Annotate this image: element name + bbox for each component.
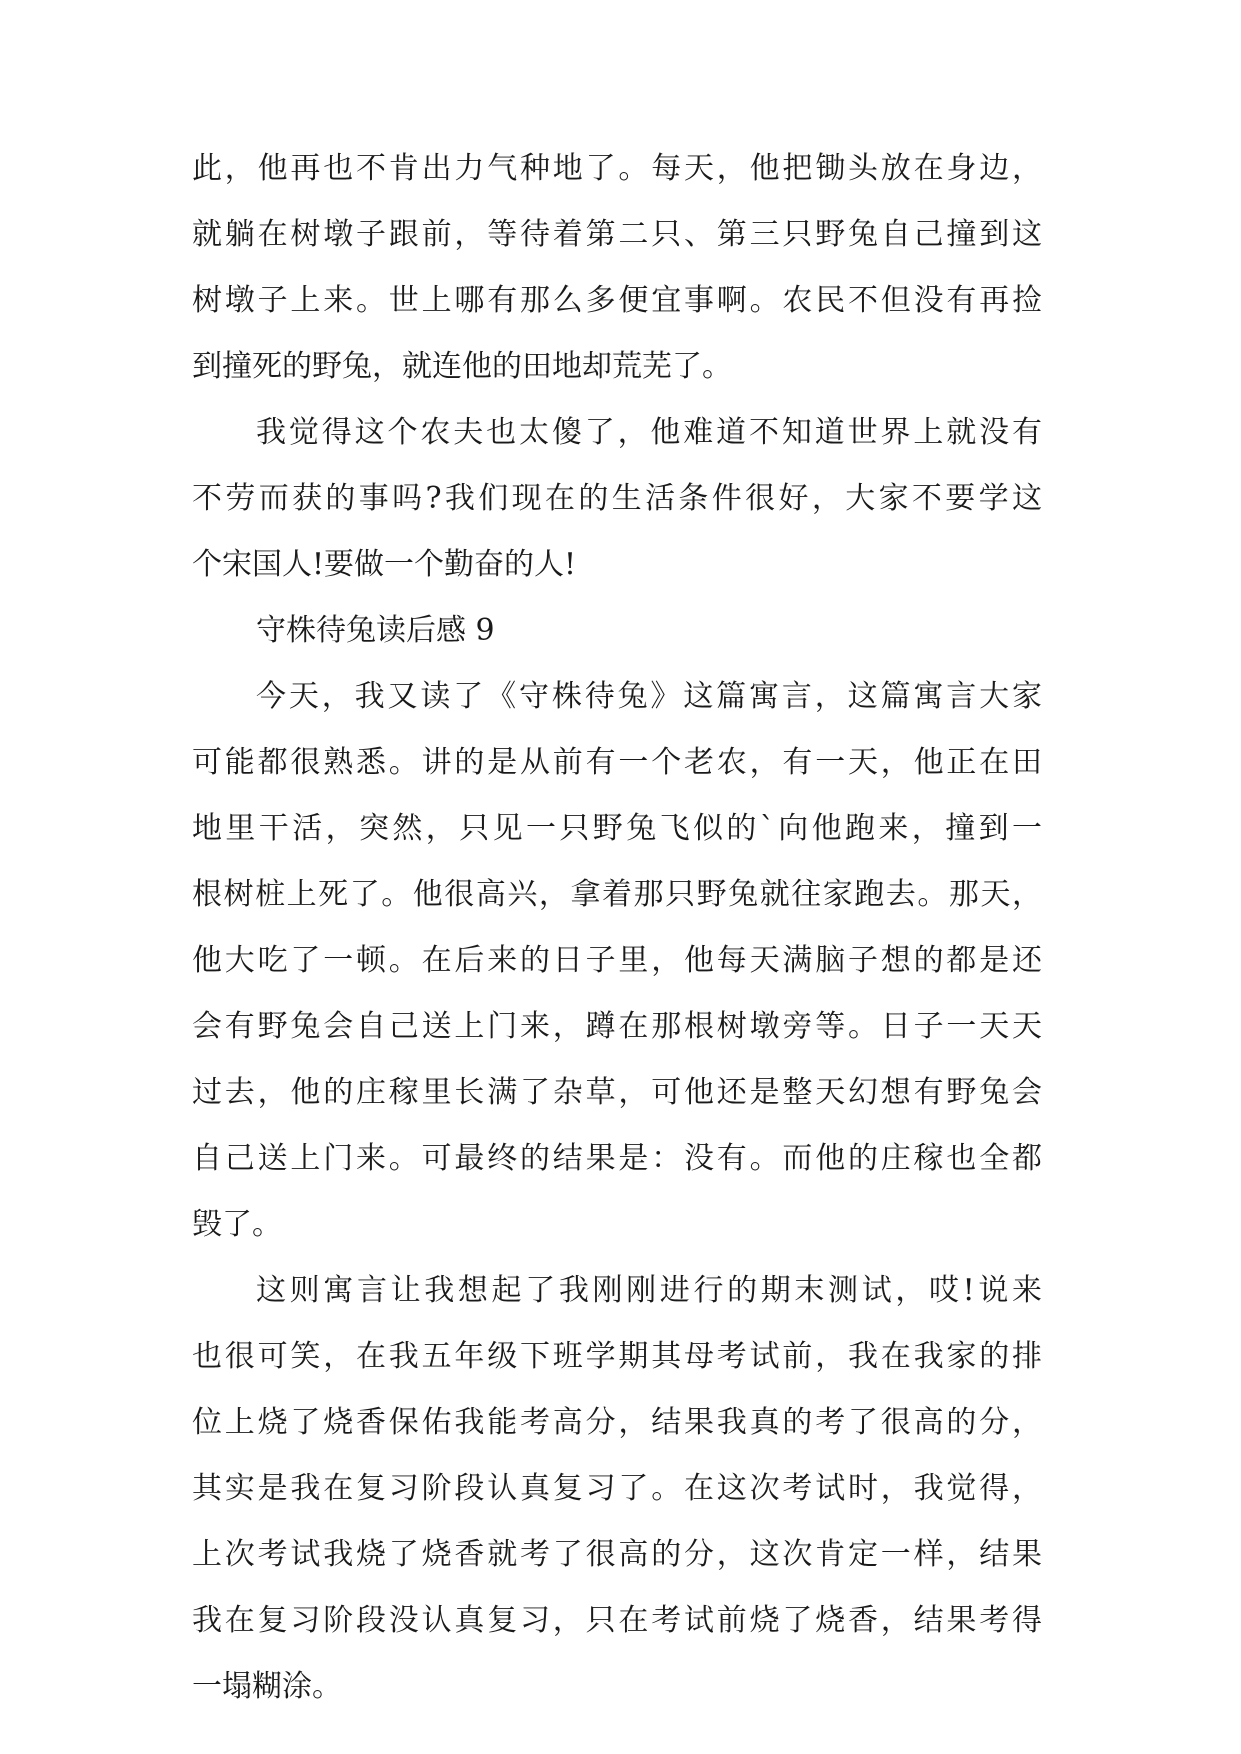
paragraph-1-line-3: 树墩子上来。世上哪有那么多便宜事啊。农民不但没有再捡 <box>192 283 1042 318</box>
paragraph-4-line-4: 其实是我在复习阶段认真复习了。在这次考试时，我觉得， <box>192 1471 1042 1506</box>
paragraph-4-line-2: 也很可笑，在我五年级下班学期其母考试前，我在我家的排 <box>192 1339 1042 1374</box>
paragraph-1-line-2: 就躺在树墩子跟前，等待着第二只、第三只野兔自己撞到这 <box>192 217 1042 252</box>
paragraph-2-line-3: 个宋国人!要做一个勤奋的人! <box>192 547 577 582</box>
paragraph-2-line-2: 不劳而获的事吗?我们现在的生活条件很好，大家不要学这 <box>192 481 1042 516</box>
paragraph-3-line-8: 自己送上门来。可最终的结果是：没有。而他的庄稼也全都 <box>192 1141 1042 1176</box>
paragraph-1-line-4: 到撞死的野兔，就连他的田地却荒芜了。 <box>192 349 732 384</box>
paragraph-3-line-4: 根树桩上死了。他很高兴，拿着那只野兔就往家跑去。那天， <box>192 877 1042 912</box>
paragraph-4-line-1: 这则寓言让我想起了我刚刚进行的期末测试，哎!说来 <box>256 1273 1042 1308</box>
paragraph-3-line-3: 地里干活，突然，只见一只野兔飞似的`向他跑来，撞到一 <box>192 811 1042 846</box>
paragraph-3-line-5: 他大吃了一顿。在后来的日子里，他每天满脑子想的都是还 <box>192 943 1042 978</box>
paragraph-4-line-3: 位上烧了烧香保佑我能考高分，结果我真的考了很高的分， <box>192 1405 1042 1440</box>
paragraph-3-line-2: 可能都很熟悉。讲的是从前有一个老农，有一天，他正在田 <box>192 745 1042 780</box>
paragraph-3-line-9: 毁了。 <box>192 1207 282 1242</box>
paragraph-3-line-1: 今天，我又读了《守株待兔》这篇寓言，这篇寓言大家 <box>256 679 1042 714</box>
paragraph-4-line-7: 一塌糊涂。 <box>192 1669 342 1704</box>
paragraph-4-line-6: 我在复习阶段没认真复习，只在考试前烧了烧香，结果考得 <box>192 1603 1042 1638</box>
paragraph-3-line-6: 会有野兔会自己送上门来，蹲在那根树墩旁等。日子一天天 <box>192 1009 1042 1044</box>
paragraph-2-line-1: 我觉得这个农夫也太傻了，他难道不知道世界上就没有 <box>256 415 1042 450</box>
paragraph-4-line-5: 上次考试我烧了烧香就考了很高的分，这次肯定一样，结果 <box>192 1537 1042 1572</box>
paragraph-1-line-1: 此，他再也不肯出力气种地了。每天，他把锄头放在身边， <box>192 151 1042 186</box>
paragraph-3-line-7: 过去，他的庄稼里长满了杂草，可他还是整天幻想有野兔会 <box>192 1075 1042 1110</box>
section-heading: 守株待兔读后感 9 <box>256 613 495 648</box>
